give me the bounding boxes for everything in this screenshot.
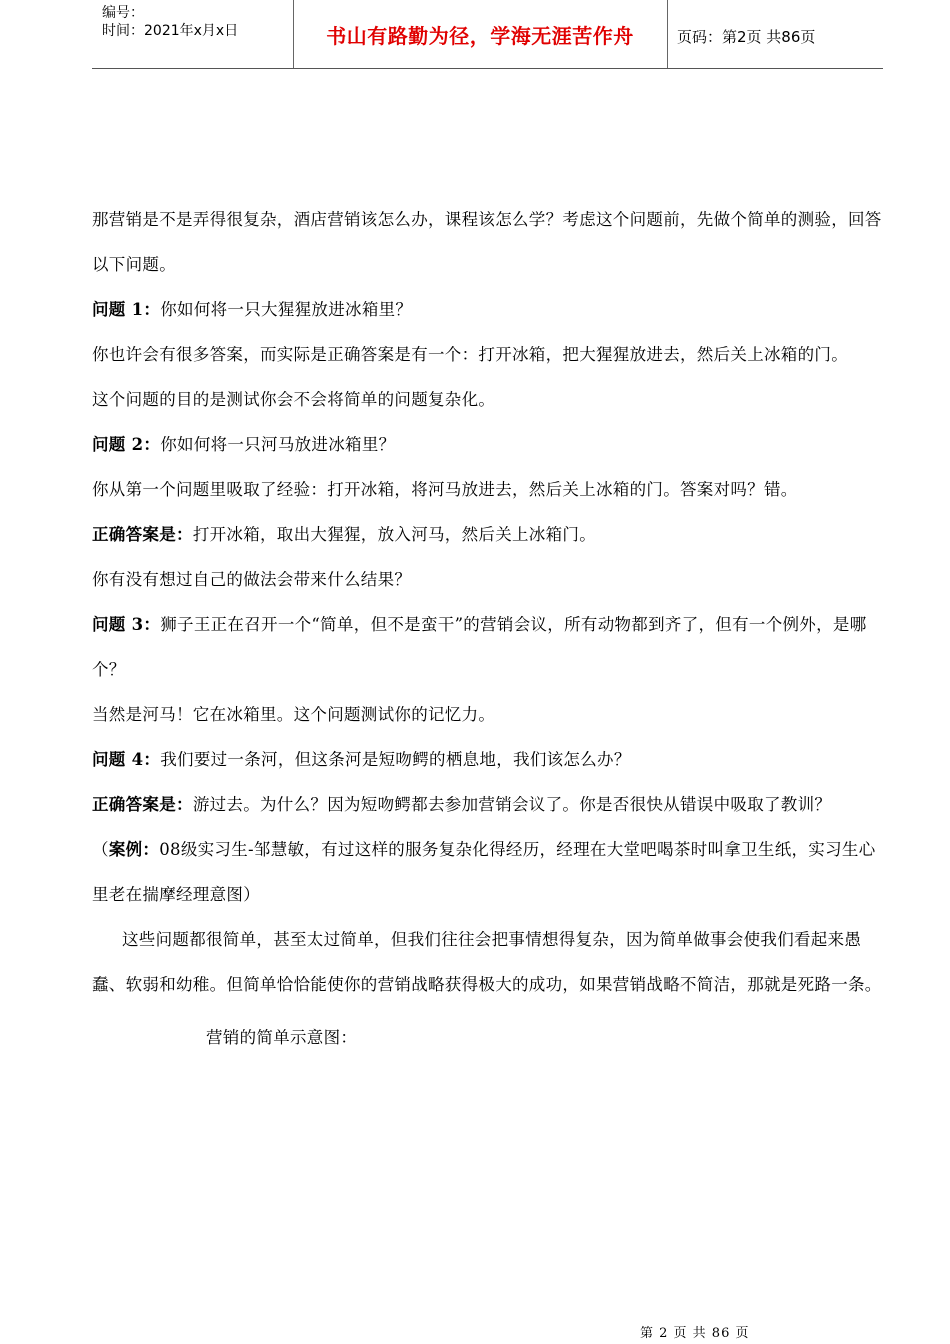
answer-1: 你也许会有很多答案，而实际是正确答案是有一个：打开冰箱，把大猩猩放进去，然后关上冰箱的门。: [92, 345, 848, 364]
page-header: [92, 0, 883, 69]
header-divider: [667, 0, 668, 68]
answer-label: 正确答案是：: [92, 795, 193, 814]
question-label: 问题 1：: [92, 300, 161, 319]
question-2: [92, 422, 887, 467]
question-3: [92, 602, 887, 692]
case-note: [92, 827, 887, 917]
header-page-info: 页码：第2页 共86页: [677, 28, 816, 46]
question-4: [92, 737, 887, 782]
intro-paragraph: 那营销是不是弄得很复杂，酒店营销该怎么办，课程该怎么学？考虑这个问题前，先做个简单的测验，回答以下问题。: [92, 210, 882, 274]
note-2: 你有没有想过自己的做法会带来什么结果？: [92, 570, 412, 589]
note-1: 这个问题的目的是测试你会不会将简单的问题复杂化。: [92, 390, 496, 409]
answer-text: 打开冰箱，取出大猩猩，放入河马，然后关上冰箱门。: [192, 525, 597, 544]
header-motto: 书山有路勤为径，学海无涯苦作舟: [326, 23, 634, 48]
answer-text: 游过去。为什么？因为短吻鳄都去参加营销会议了。你是否很快从错误中吸取了教训？: [192, 795, 832, 814]
correct-answer-2: [92, 512, 887, 557]
summary-paragraph: 这些问题都很简单，甚至太过简单，但我们往往会把事情想得复杂，因为简单做事会使我们看起来愚蠢、软弱和幼稚。但简单恰恰能使你的营销战略获得极大的成功，如果营销战略不简洁，那就是死路一条。: [92, 930, 882, 994]
document-body: [92, 197, 887, 1060]
answer-label: 正确答案是：: [92, 525, 193, 544]
question-1: [92, 287, 887, 332]
question-label: 问题 2：: [92, 435, 161, 454]
question-label: 问题 3：: [92, 615, 161, 634]
time-label: 时间：2021年x月x日: [102, 23, 239, 39]
question-text: 狮子王正在召开一个“简单，但不是蛮干”的营销会议，所有动物都到齐了，但有一个例外，是哪个？: [92, 615, 867, 679]
correct-answer-4: [92, 782, 887, 827]
serial-label: 编号：: [102, 5, 144, 21]
case-open-paren: （: [92, 840, 109, 859]
page-number: 第 2 页 共 86 页: [640, 1326, 750, 1341]
question-text: 我们要过一条河，但这条河是短吻鳄的栖息地，我们该怎么办？: [160, 750, 631, 769]
case-text: 08级实习生-邹慧敏，有过这样的服务复杂化得经历，经理在大堂吧喝茶时叫拿卫生纸，实习生心里老在揣摩经理意图）: [92, 840, 876, 904]
question-label: 问题 4：: [92, 750, 161, 769]
question-text: 你如何将一只大猩猩放进冰箱里？: [160, 300, 413, 319]
header-meta: [102, 4, 238, 40]
case-label: 案例：: [108, 840, 160, 859]
figure-caption: 营销的简单示意图：: [206, 1028, 358, 1047]
question-text: 你如何将一只河马放进冰箱里？: [160, 435, 396, 454]
answer-3: 当然是河马！它在冰箱里。这个问题测试你的记忆力。: [92, 705, 496, 724]
answer-2: 你从第一个问题里吸取了经验：打开冰箱，将河马放进去，然后关上冰箱的门。答案对吗？错。: [92, 480, 798, 499]
